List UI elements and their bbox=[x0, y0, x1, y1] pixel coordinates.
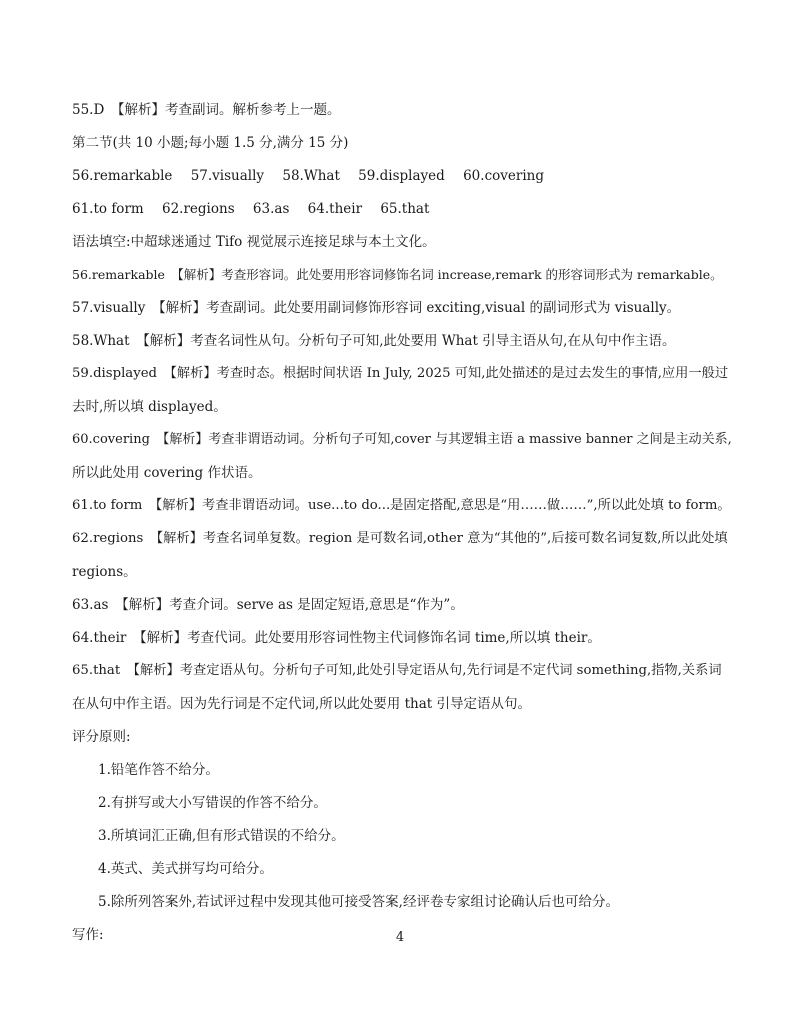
scoring-rule-5: 5.除所列答案外,若试评过程中发现其他可接受答案,经评卷专家组讨论确认后也可给分。 bbox=[98, 894, 619, 910]
explanation-62-line-2: regions。 bbox=[72, 564, 137, 580]
explanation-56: 56.remarkable 【解析】考查形容词。此处要用形容词修饰名词 increase,remark 的形容词形式为 remarkable。 bbox=[72, 267, 723, 282]
explanation-65-line-2: 在从句中作主语。因为先行词是不定代词,所以此处要用 that 引导定语从句。 bbox=[72, 696, 531, 712]
answer-65: 65.that bbox=[380, 201, 430, 217]
explanation-65-line-1: 65.that 【解析】考查定语从句。分析句子可知,此处引导定语从句,先行词是不定代词 something,指物,关系词 bbox=[72, 663, 722, 678]
answers-61-65 bbox=[72, 200, 732, 218]
explanation-64: 64.their 【解析】考查代词。此处要用形容词性物主代词修饰名词 time,所以填 their。 bbox=[72, 630, 601, 646]
answer-55-explanation: 55.D 【解析】考查副词。解析参考上一题。 bbox=[72, 102, 341, 118]
answer-62: 62.regions bbox=[162, 201, 235, 217]
section-2-heading: 第二节(共 10 小题;每小题 1.5 分,满分 15 分) bbox=[72, 135, 349, 151]
answer-60: 60.covering bbox=[463, 168, 544, 184]
answer-64: 64.their bbox=[307, 201, 363, 217]
scoring-rule-1: 1.铅笔作答不给分。 bbox=[98, 762, 219, 778]
scoring-rule-2: 2.有拼写或大小写错误的作答不给分。 bbox=[98, 795, 327, 811]
scoring-rules-title: 评分原则: bbox=[72, 729, 131, 745]
explanation-63: 63.as 【解析】考查介词。serve as 是固定短语,意思是“作为”。 bbox=[72, 597, 464, 613]
answer-56: 56.remarkable bbox=[72, 168, 173, 184]
passage-topic: 语法填空:中超球迷通过 Tifo 视觉展示连接足球与本土文化。 bbox=[72, 234, 436, 250]
answer-59: 59.displayed bbox=[358, 168, 445, 184]
answer-key-content bbox=[72, 101, 732, 944]
page-number: 4 bbox=[395, 930, 405, 945]
writing-section-heading: 写作: bbox=[72, 927, 104, 943]
answer-63: 63.as bbox=[252, 201, 290, 217]
explanation-61: 61.to form 【解析】考查非谓语动词。use...to do...是固定搭配,意思是“用……做……”,所以此处填 to form。 bbox=[72, 498, 731, 513]
explanation-58: 58.What 【解析】考查名词性从句。分析句子可知,此处要用 What 引导主语从句,在从句中作主语。 bbox=[72, 333, 676, 349]
explanation-59-line-2: 去时,所以填 displayed。 bbox=[72, 399, 227, 415]
scoring-rule-3: 3.所填词汇正确,但有形式错误的不给分。 bbox=[98, 828, 345, 844]
explanation-60-line-2: 所以此处用 covering 作状语。 bbox=[72, 465, 262, 481]
explanation-60-line-1: 60.covering 【解析】考查非谓语动词。分析句子可知,cover 与其逻辑主语 a massive banner 之间是主动关系, bbox=[72, 432, 732, 447]
scoring-rule-4: 4.英式、美式拼写均可给分。 bbox=[98, 861, 273, 877]
answer-57: 57.visually bbox=[190, 168, 265, 184]
answer-58: 58.What bbox=[282, 168, 340, 184]
answers-56-60 bbox=[72, 167, 732, 185]
answer-61: 61.to form bbox=[72, 201, 144, 217]
explanation-57: 57.visually 【解析】考查副词。此处要用副词修饰形容词 exciting,visual 的副词形式为 visually。 bbox=[72, 300, 681, 316]
explanation-59-line-1: 59.displayed 【解析】考查时态。根据时间状语 In July, 2025 可知,此处描述的是过去发生的事情,应用一般过 bbox=[72, 366, 729, 381]
explanation-62-line-1: 62.regions 【解析】考查名词单复数。region 是可数名词,other 意为“其他的”,后接可数名词复数,所以此处填 bbox=[72, 531, 728, 546]
